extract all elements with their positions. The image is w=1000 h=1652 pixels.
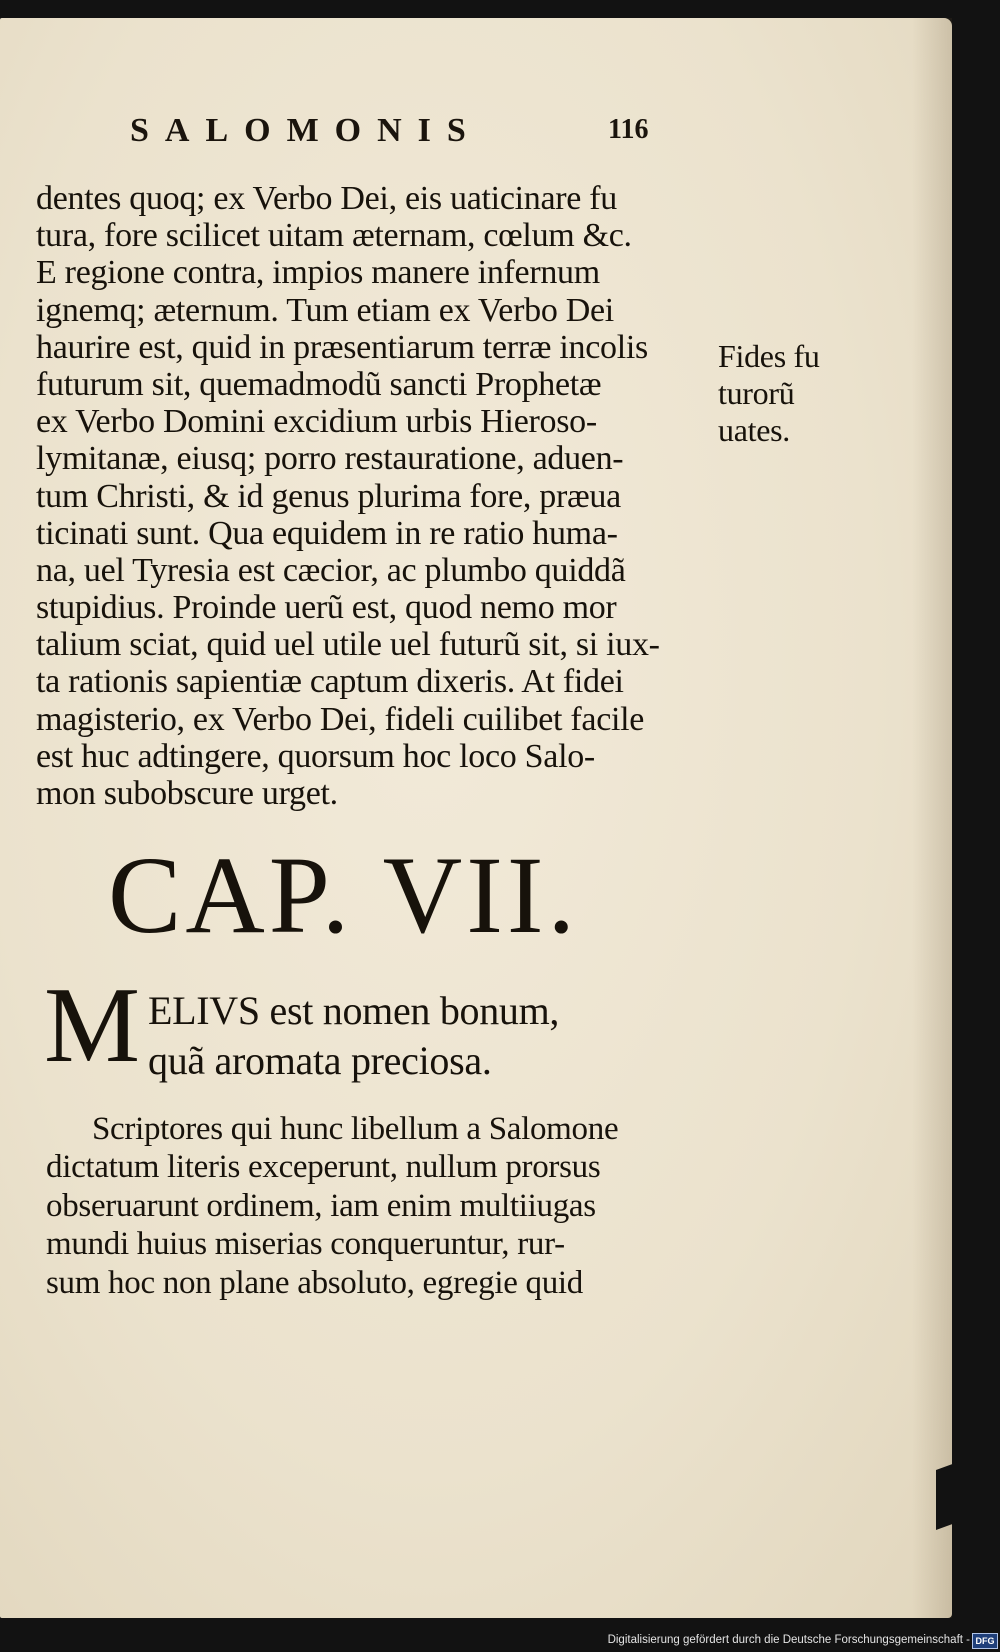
text-line: haurire est, quid in præsentiarum terræ incolis bbox=[36, 328, 648, 366]
dfg-logo-text: DFG bbox=[975, 1636, 995, 1646]
text-line: futurum sit, quemadmodũ sancti Prophetæ bbox=[36, 365, 602, 403]
verse-line: ELIVS est nomen bonum, bbox=[148, 988, 560, 1033]
commentary-line: mundi huius miserias conqueruntur, rur- bbox=[46, 1226, 565, 1263]
commentary-line: Scriptores qui hunc libellum a Salomone bbox=[92, 1111, 619, 1147]
text-line: talium sciat, quid uel utile uel futurũ sit, si iux- bbox=[36, 626, 660, 664]
text-line: ticinati sunt. Qua equidem in re ratio huma- bbox=[36, 514, 618, 552]
text-line: tura, fore scilicet uitam æternam, cœlum &c. bbox=[36, 217, 632, 255]
page-corner-damage bbox=[936, 1462, 958, 1530]
footer-bar bbox=[0, 1630, 1000, 1652]
text-line: ignemq; æternum. Tum etiam ex Verbo Dei bbox=[36, 291, 614, 329]
text-line: dentes quoq; ex Verbo Dei, eis uaticinare fu bbox=[36, 180, 617, 217]
main-text-block bbox=[36, 180, 716, 812]
text-line: mon subobscure urget. bbox=[36, 775, 338, 812]
drop-cap: M bbox=[44, 966, 141, 1085]
commentary-line: sum hoc non plane absoluto, egregie quid bbox=[46, 1264, 583, 1301]
dfg-logo-icon bbox=[972, 1633, 998, 1649]
text-line: lymitanæ, eiusq; porro restauratione, aduen- bbox=[36, 440, 624, 478]
text-line: est huc adtingere, quorsum hoc loco Salo- bbox=[36, 737, 595, 775]
funding-credit: Digitalisierung gefördert durch die Deutsche Forschungsgemeinschaft - bbox=[607, 1634, 970, 1646]
folio-number: 116 bbox=[608, 114, 649, 145]
marginal-note-line: uates. bbox=[718, 412, 790, 449]
commentary-block bbox=[46, 1110, 736, 1302]
text-line: magisterio, ex Verbo Dei, fideli cuilibet facile bbox=[36, 700, 645, 738]
marginal-note bbox=[718, 338, 858, 450]
text-line: ta rationis sapientiæ captum dixeris. At fidei bbox=[36, 663, 624, 701]
text-line: stupidius. Proinde uerũ est, quod nemo mor bbox=[36, 589, 617, 627]
running-head-title: SALOMONIS bbox=[130, 112, 482, 149]
page-edge-shadow bbox=[912, 18, 952, 1618]
verse-text bbox=[148, 986, 708, 1086]
commentary-line: obseruarunt ordinem, iam enim multiiugas bbox=[46, 1187, 596, 1224]
book-page bbox=[0, 18, 952, 1618]
text-line: tum Christi, & id genus plurima fore, præua bbox=[36, 477, 621, 515]
commentary-line: dictatum literis exceperunt, nullum prorsus bbox=[46, 1149, 601, 1186]
marginal-note-line: turorũ bbox=[718, 375, 795, 412]
chapter-heading: CAP. VII. bbox=[108, 834, 580, 956]
marginal-note-line: Fides fu bbox=[718, 338, 820, 374]
text-line: na, uel Tyresia est cæcior, ac plumbo quiddã bbox=[36, 551, 626, 589]
text-line: ex Verbo Domini excidium urbis Hieroso- bbox=[36, 403, 597, 441]
text-line: E regione contra, impios manere infernum bbox=[36, 254, 600, 292]
verse-line: quã aromata preciosa. bbox=[148, 1038, 492, 1083]
running-head bbox=[130, 112, 670, 152]
